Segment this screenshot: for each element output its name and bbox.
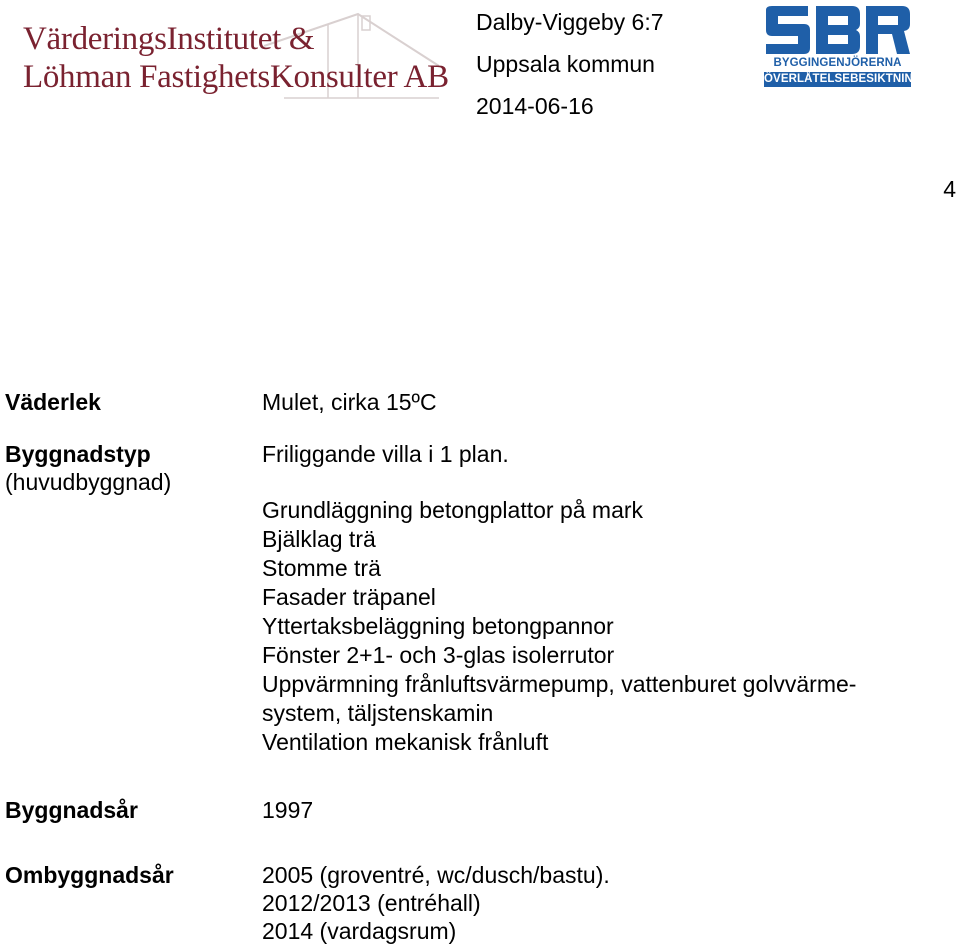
logo-text-line1: VärderingsInstitutet & — [23, 21, 315, 57]
renovation-year-value: 2005 (groventré, wc/dusch/bastu). — [262, 862, 610, 888]
municipality: Uppsala kommun — [476, 51, 655, 77]
inspection-date: 2014-06-16 — [476, 93, 594, 119]
build-year-label: Byggnadsår — [5, 797, 138, 823]
description-line: system, täljstenskamin — [262, 700, 494, 726]
sbr-logo — [764, 6, 923, 86]
sbr-logo-line1: BYGGINGENJÖRERNA — [773, 57, 902, 69]
property-designation: Dalby-Viggeby 6:7 — [476, 9, 664, 35]
valuation-institute-logo — [14, 8, 449, 100]
building-type-label: Byggnadstyp — [5, 441, 151, 467]
sbr-mark-icon — [764, 6, 912, 54]
renovation-year-value: 2014 (vardagsrum) — [262, 918, 457, 944]
description-line: Yttertaksbeläggning betongpannor — [262, 613, 614, 639]
sbr-logo-line2: ÖVERLÅTELSEBESIKTNING — [764, 73, 923, 85]
logo-text-line2: Löhman FastighetsKonsulter AB — [23, 59, 449, 95]
build-year-value: 1997 — [262, 797, 314, 823]
renovation-year-label: Ombyggnadsår — [5, 862, 174, 888]
weather-value: Mulet, cirka 15ºC — [262, 389, 437, 415]
description-line: Fönster 2+1- och 3-glas isolerrutor — [262, 642, 615, 668]
renovation-year-value: 2012/2013 (entréhall) — [262, 890, 481, 916]
description-line: Grundläggning betongplattor på mark — [262, 497, 644, 523]
description-line: Stomme trä — [262, 555, 381, 581]
building-type-sublabel: (huvudbyggnad) — [5, 469, 172, 495]
description-line: Uppvärmning frånluftsvärmepump, vattenburet golvvärme- — [262, 671, 857, 697]
building-type-value: Friliggande villa i 1 plan. — [262, 441, 509, 467]
weather-label: Väderlek — [5, 389, 101, 415]
description-line: Bjälklag trä — [262, 526, 376, 552]
page-number: 4 — [943, 176, 956, 202]
description-line: Fasader träpanel — [262, 584, 436, 610]
description-line: Ventilation mekanisk frånluft — [262, 729, 549, 755]
